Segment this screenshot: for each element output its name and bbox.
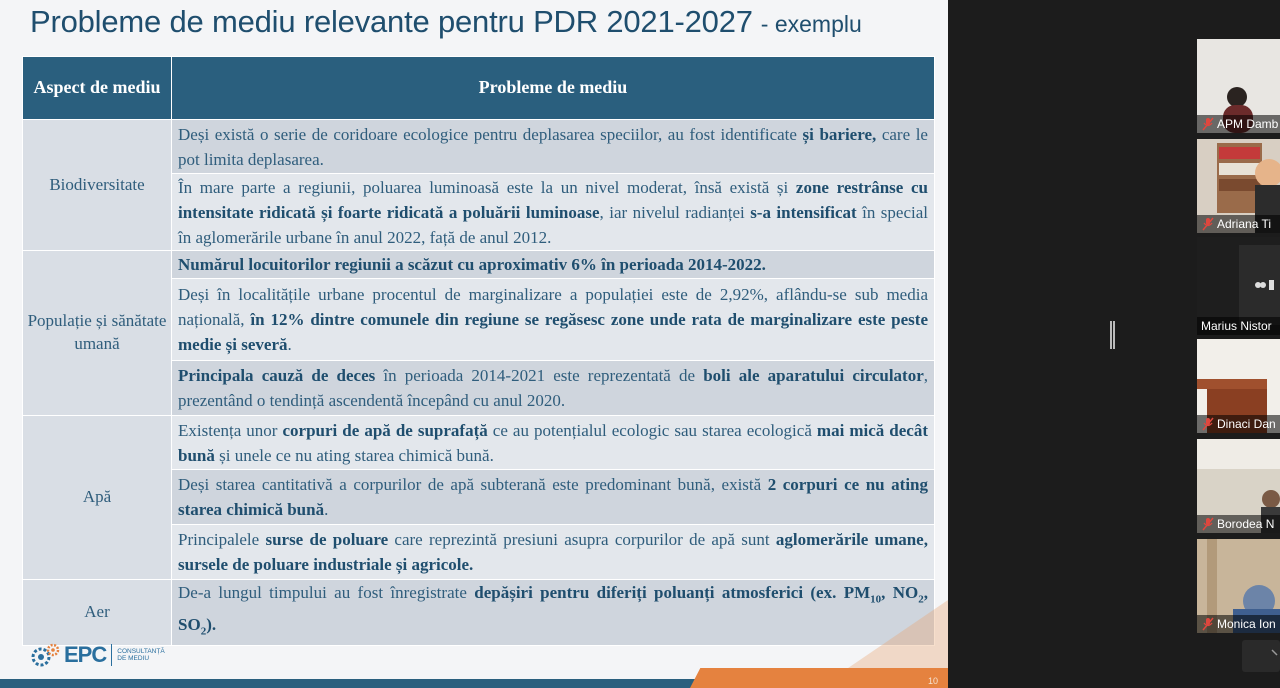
page-number: 10 [928,676,939,686]
problem-row: Principala cauză de deces în perioada 2014-2021 este reprezentată de boli ale aparatului circulator, prezentând o tendință ascendentă începând cu anul 2020. [172,361,935,416]
participant-name: Adriana Ti [1217,217,1272,231]
participant-tile[interactable] [1197,139,1280,233]
muted-mic-icon [1202,417,1214,431]
participant-name: Dinaci Dan [1217,417,1276,431]
logo-brand: EPC [64,642,107,667]
participant-tile[interactable] [1197,539,1280,633]
muted-mic-icon [1202,117,1214,131]
gear-logo-icon [30,642,60,668]
more-participants-button[interactable] [1242,640,1280,672]
problem-row: În mare parte a regiunii, poluarea luminoasă este la un nivel moderat, însă există și zone restrânse cu intensitate ridicată și foarte ridicată a poluării luminoase, iar nivelul radianței s-a intensificat în special în aglomerările urbane în anul 2022, față de anul 2012. [172,174,935,251]
participant-tile[interactable] [1197,39,1280,133]
header-aspect: Aspect de mediu [23,57,172,120]
participant-tile[interactable] [1197,439,1280,533]
participant-namebar [1197,215,1280,233]
participant-namebar [1197,415,1280,433]
participant-namebar [1197,515,1280,533]
environment-problems-table [22,56,935,646]
footer-bar-blue [0,679,700,688]
problem-row: Numărul locuitorilor regiunii a scăzut cu aproximativ 6% în perioada 2014-2022. [172,251,935,279]
participant-name: Borodea N [1217,517,1275,531]
problem-row: Deși în localitățile urbane procentul de marginalizare a populației este de 2,92%, aflându-se sub media națională, în 12% dintre comunele din regiune se regăsesc zone unde rata de marginalizare este peste medie și severă. [172,279,935,361]
muted-mic-icon [1202,517,1214,531]
epc-logo [30,642,165,668]
problem-row: Existența unor corpuri de apă de suprafață ce au potențialul ecologic sau starea ecologică mai mică decât bună și unele ce nu ating starea chimică bună. [172,416,935,470]
aspect-apa: Apă [23,416,172,580]
slide-title-suffix: - exemplu [760,11,862,37]
header-problems: Probleme de mediu [172,57,935,120]
footer-bar-orange [690,668,948,688]
participant-namebar [1197,317,1280,335]
aspect-aer: Aer [23,580,172,646]
logo-tagline: CONSULTANȚĂ DE MEDIU [117,647,165,662]
participant-name: APM Damb [1217,117,1279,131]
slide-title-main: Probleme de mediu relevante pentru PDR 2021-2027 [30,4,753,39]
resize-handle[interactable] [1110,321,1115,349]
muted-mic-icon [1202,617,1214,631]
aspect-populatie: Populație și sănătate umană [23,251,172,416]
participant-name: Marius Nistor [1201,319,1272,333]
problem-row: De-a lungul timpului au fost înregistrate depășiri pentru diferiți poluanți atmosferici (ex. $PM_{10}$, $NO_2$, $SO_2$). [172,580,935,646]
problem-row: Deși există o serie de coridoare ecologice pentru deplasarea speciilor, au fost identificate și bariere, care le pot limita deplasarea. [172,120,935,174]
muted-mic-icon [1202,217,1214,231]
chevron-down-icon [1242,640,1280,672]
participant-tile-active-speaker[interactable] [1197,237,1280,335]
participant-tile[interactable] [1197,339,1280,433]
aspect-biodiversitate: Biodiversitate [23,120,172,251]
problem-row: Deși starea cantitativă a corpurilor de apă subterană este predominant bună, există 2 corpuri ce nu ating starea chimică bună. [172,470,935,525]
participant-namebar [1197,615,1280,633]
participant-namebar [1197,115,1280,133]
slide-title [30,4,940,44]
logo-divider [111,644,112,666]
problem-row: Principalele surse de poluare care reprezintă presiuni asupra corpurilor de apă sunt aglomerările umane, sursele de poluare industriale și agricole. [172,525,935,580]
participant-name: Monica Ion [1217,617,1276,631]
